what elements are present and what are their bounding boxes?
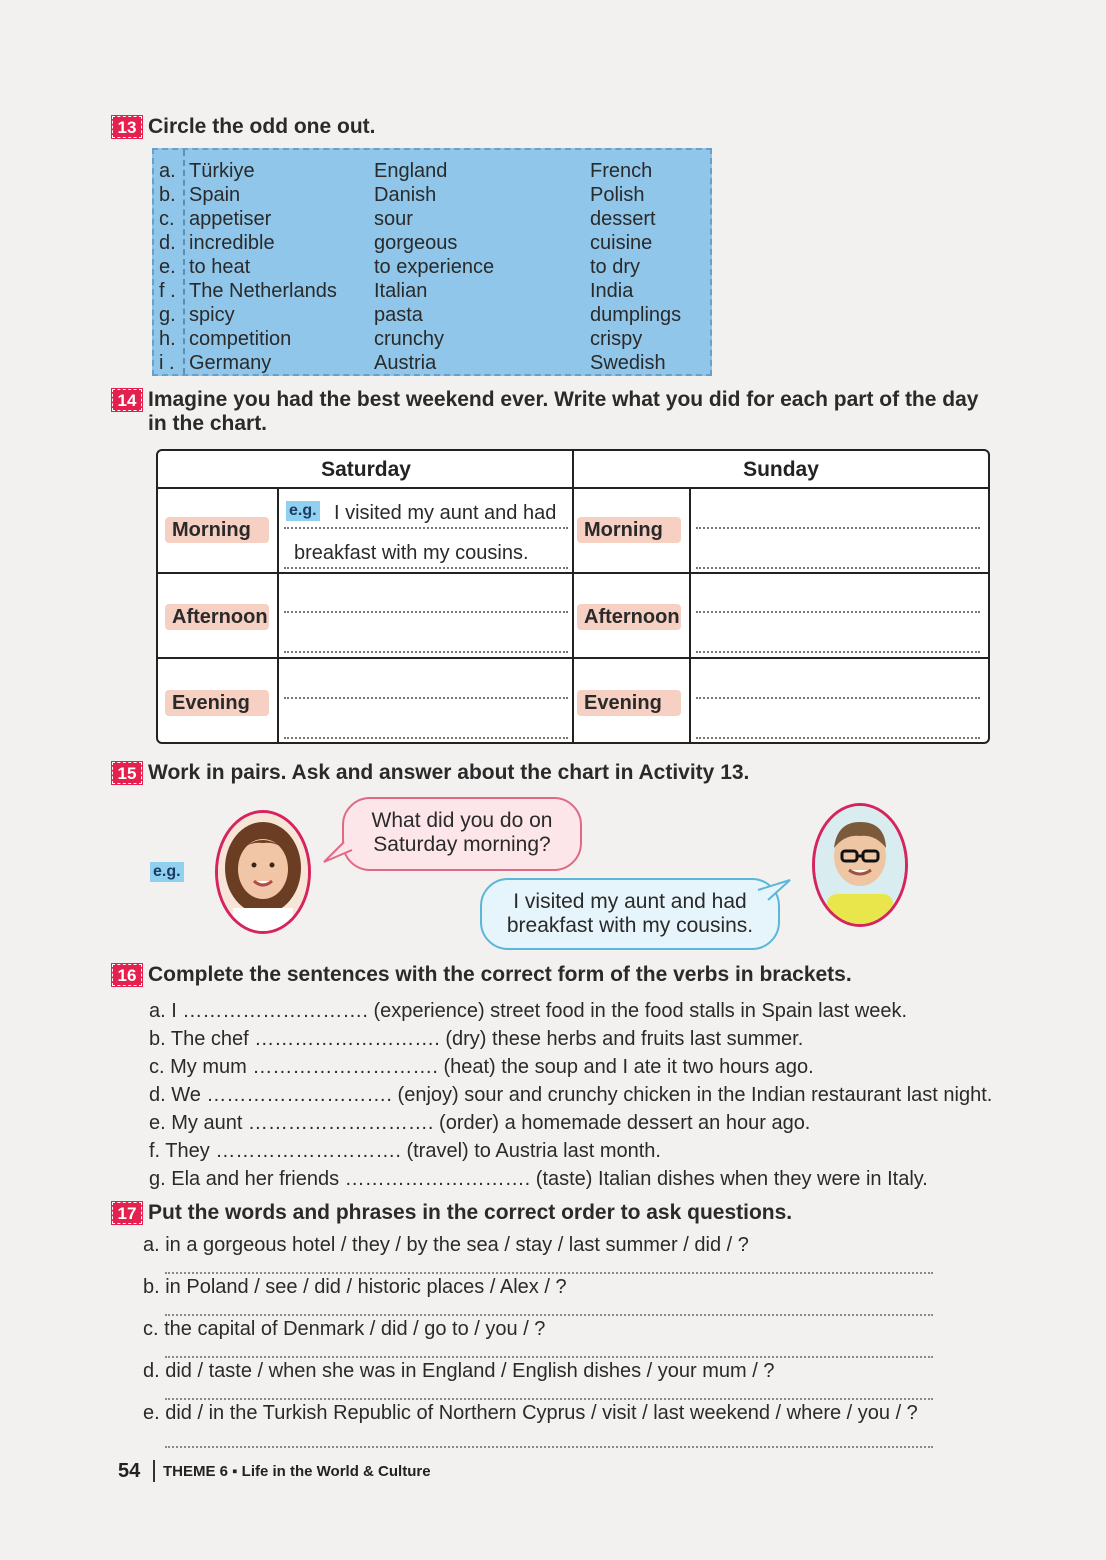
answer-line-d[interactable] xyxy=(165,1398,933,1400)
word-option[interactable]: Germany xyxy=(189,352,272,374)
footer-divider xyxy=(153,1460,155,1482)
sentence-b[interactable]: b. The chef ………………………. (dry) these herbs and fruits last summer. xyxy=(149,1028,804,1050)
footer-theme: THEME 6 ▪ Life in the World & Culture xyxy=(163,1463,431,1480)
activity-16-number: 16 xyxy=(112,964,142,986)
word-option[interactable]: crispy xyxy=(590,328,643,350)
question-line1: What did you do on xyxy=(371,809,553,832)
activity-15-title: Work in pairs. Ask and answer about the chart in Activity 13. xyxy=(148,761,750,784)
answer-line[interactable] xyxy=(284,527,568,529)
saturday-header: Saturday xyxy=(321,458,411,481)
question-d: d. did / taste / when she was in England / English dishes / your mum / ? xyxy=(143,1360,775,1382)
answer-line[interactable] xyxy=(284,651,568,653)
answer-line[interactable] xyxy=(284,567,568,569)
answer-line[interactable] xyxy=(696,651,980,653)
word-option[interactable]: competition xyxy=(189,328,292,350)
row-letter: g. xyxy=(159,304,176,326)
girl-avatar xyxy=(215,810,311,934)
answer-line[interactable] xyxy=(284,611,568,613)
sentence-c[interactable]: c. My mum ………………………. (heat) the soup and I ate it two hours ago. xyxy=(149,1056,814,1078)
odd-one-out-box xyxy=(152,148,712,376)
word-option[interactable]: to dry xyxy=(590,256,641,278)
bubble-tail xyxy=(756,878,794,902)
question-c: c. the capital of Denmark / did / go to / you / ? xyxy=(143,1318,546,1340)
question-bubble xyxy=(342,797,582,871)
word-option[interactable]: Austria xyxy=(374,352,437,374)
grid-line xyxy=(572,451,574,742)
row-letter: e. xyxy=(159,256,176,278)
weekend-chart xyxy=(156,449,990,744)
boy-avatar xyxy=(812,803,908,927)
activity-16-title: Complete the sentences with the correct form of the verbs in brackets. xyxy=(148,963,852,986)
activity-14-title-line1: Imagine you had the best weekend ever. Write what you did for each part of the day xyxy=(148,388,979,411)
saturday-evening-label: Evening xyxy=(165,690,269,716)
word-option[interactable]: dumplings xyxy=(590,304,682,326)
saturday-afternoon-label: Afternoon xyxy=(165,604,269,630)
activity-17-number: 17 xyxy=(112,1202,142,1224)
sentence-g[interactable]: g. Ela and her friends ………………………. (taste) Italian dishes when they were in Italy. xyxy=(149,1168,928,1190)
activity-17-title: Put the words and phrases in the correct order to ask questions. xyxy=(148,1201,793,1224)
eg-tag: e.g. xyxy=(150,862,184,882)
answer-line[interactable] xyxy=(696,611,980,613)
question-e: e. did / in the Turkish Republic of Northern Cyprus / visit / last weekend / where / you / ? xyxy=(143,1402,918,1424)
word-option[interactable]: cuisine xyxy=(590,232,653,254)
sunday-afternoon-label: Afternoon xyxy=(577,604,681,630)
word-option[interactable]: French xyxy=(590,160,653,182)
question-a: a. in a gorgeous hotel / they / by the sea / stay / last summer / did / ? xyxy=(143,1234,749,1256)
saturday-morning-label: Morning xyxy=(165,517,269,543)
bubble-tail xyxy=(322,840,356,866)
grid-line xyxy=(277,487,279,742)
activity-13-number: 13 xyxy=(112,116,142,138)
answer-line-e[interactable] xyxy=(165,1446,933,1448)
answer-line-c[interactable] xyxy=(165,1356,933,1358)
answer-line[interactable] xyxy=(284,737,568,739)
answer-line[interactable] xyxy=(696,737,980,739)
answer-line2: breakfast with my cousins. xyxy=(506,914,754,937)
row-letter: d. xyxy=(159,232,176,254)
sunday-evening-label: Evening xyxy=(577,690,681,716)
activity-13-title: Circle the odd one out. xyxy=(148,115,376,138)
sentence-e[interactable]: e. My aunt ………………………. (order) a homemade dessert an hour ago. xyxy=(149,1112,811,1134)
row-letter: h. xyxy=(159,328,176,350)
word-option[interactable]: pasta xyxy=(374,304,423,326)
page-number: 54 xyxy=(118,1460,141,1482)
word-option[interactable]: Swedish xyxy=(590,352,666,374)
word-option[interactable]: England xyxy=(374,160,448,182)
word-option[interactable]: dessert xyxy=(590,208,656,230)
eg-tag: e.g. xyxy=(286,501,320,521)
grid-line xyxy=(689,487,691,742)
row-letter: i . xyxy=(159,352,175,374)
answer-bubble xyxy=(480,878,780,950)
activity-15-number: 15 xyxy=(112,762,142,784)
word-option[interactable]: Türkiye xyxy=(189,160,255,182)
sentence-f[interactable]: f. They ………………………. (travel) to Austria last month. xyxy=(149,1140,661,1162)
word-option[interactable]: to heat xyxy=(189,256,251,278)
sunday-morning-label: Morning xyxy=(577,517,681,543)
answer-line1: I visited my aunt and had xyxy=(513,890,747,913)
sentence-a[interactable]: a. I ………………………. (experience) street food in the food stalls in Spain last week. xyxy=(149,1000,908,1022)
row-letter: c. xyxy=(159,208,175,230)
word-option[interactable]: gorgeous xyxy=(374,232,458,254)
word-option[interactable]: appetiser xyxy=(189,208,272,230)
answer-line[interactable] xyxy=(696,527,980,529)
answer-line[interactable] xyxy=(696,697,980,699)
question-line2: Saturday morning? xyxy=(373,833,551,856)
word-option[interactable]: incredible xyxy=(189,232,275,254)
answer-line[interactable] xyxy=(284,697,568,699)
row-letter: f . xyxy=(159,280,176,302)
word-option[interactable]: India xyxy=(590,280,634,302)
word-option[interactable]: Spain xyxy=(189,184,241,206)
sentence-d[interactable]: d. We ………………………. (enjoy) sour and crunchy chicken in the Indian restaurant last night. xyxy=(149,1084,993,1106)
sunday-header: Sunday xyxy=(743,458,819,481)
word-option[interactable]: Danish xyxy=(374,184,437,206)
word-option[interactable]: Polish xyxy=(590,184,645,206)
example-line1: I visited my aunt and had xyxy=(334,502,557,524)
row-letter: b. xyxy=(159,184,176,206)
divider xyxy=(183,150,185,374)
answer-line-b[interactable] xyxy=(165,1314,933,1316)
example-line2: breakfast with my cousins. xyxy=(294,542,529,564)
word-option[interactable]: spicy xyxy=(189,304,235,326)
word-option[interactable]: to experience xyxy=(374,256,495,278)
question-b: b. in Poland / see / did / historic places / Alex / ? xyxy=(143,1276,567,1298)
answer-line-a[interactable] xyxy=(165,1272,933,1274)
word-option[interactable]: Italian xyxy=(374,280,428,302)
activity-14-number: 14 xyxy=(112,389,142,411)
word-option[interactable]: crunchy xyxy=(374,328,445,350)
word-option[interactable]: The Netherlands xyxy=(189,280,337,302)
word-option[interactable]: sour xyxy=(374,208,413,230)
row-letter: a. xyxy=(159,160,176,182)
answer-line[interactable] xyxy=(696,567,980,569)
activity-14-title-line2: in the chart. xyxy=(148,412,268,435)
